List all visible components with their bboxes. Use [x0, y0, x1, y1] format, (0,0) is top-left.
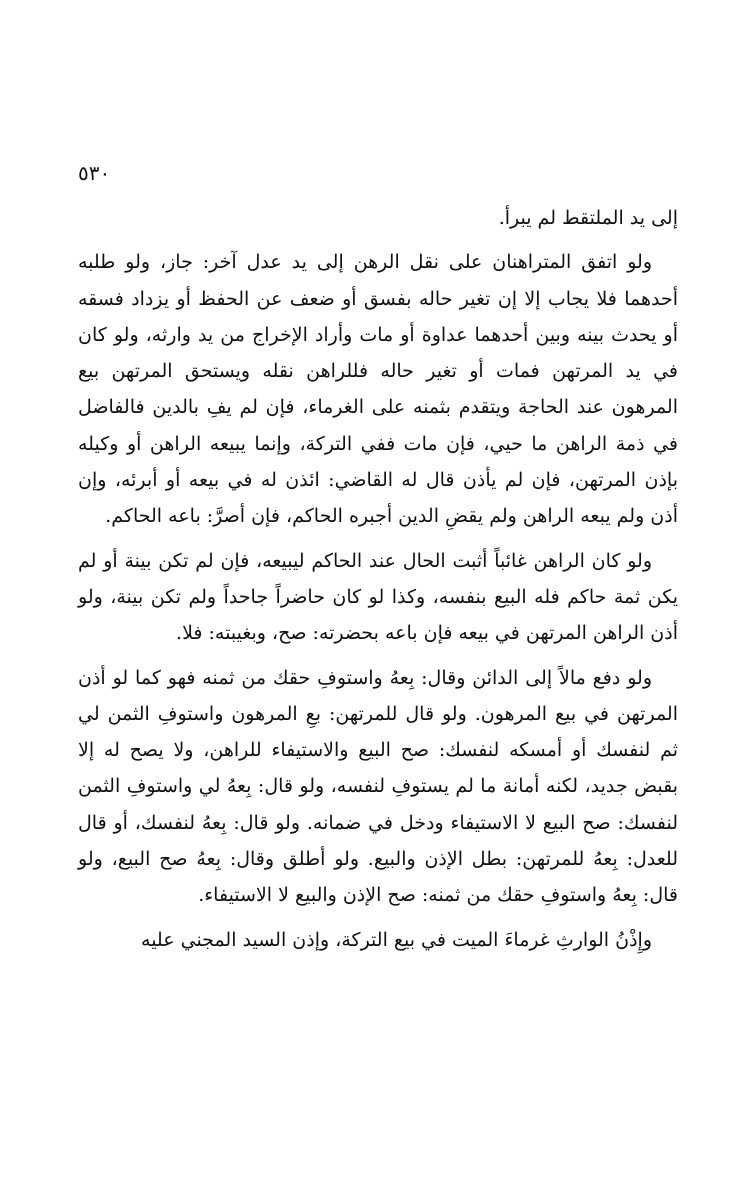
paragraph-sale-permission: ولو دفع مالاً إلى الدائن وقال: بِعهُ واستوفِ حقك من ثمنه فهو كما لو أذن المرتهن في بيع المرهون. ولو قال للمرتهن: بعِ المرهون واستوفِ الثمن لي ثم لنفسك أو أمسكه لنفسك: صح البيع والاستيفاء للراهن، ولا يصح له إلا بقبض جديد، لكنه أمانة ما لم يستوفِ لنفسه، ولو قال: بِعهُ لي واستوفِ الثمن لنفسك: صح البيع لا الاستيفاء ودخل في ضمانه. ولو قال: بِعهُ لنفسك، أو قال للعدل: بِعهُ للمرتهن: بطل الإذن والبيع. ولو أطلق وقال: بِعهُ صح البيع، ولو قال: بِعهُ واستوفِ حقك من ثمنه: صح الإذن والبيع لا الاستيفاء.	[78, 666, 678, 907]
paragraph-rahn-transfer: ولو اتفق المتراهنان على نقل الرهن إلى يد عدل آخر: جاز، ولو طلبه أحدهما فلا يجاب إلا إن تغير حاله بفسق أو ضعف عن الحفظ أو يزداد فسقه أو يحدث بينه وبين أحدهما عداوة أو مات وأراد الإخراج من يد وارثه، ولو كان في يد المرتهن فمات أو تغير حاله فللراهن نقله ويستحق المرتهن بيع المرهون عند الحاجة ويتقدم بثمنه على الغرماء، فإن لم يفِ بالدين فالفاضل في ذمة الراهن ما حيي، فإن مات ففي التركة، وإنما يبيعه الراهن أو وكيله بإذن المرتهن، فإن لم يأذن قال له القاضي: ائذن له في بيعه أو أبرئه، وإن أذن ولم يبعه الراهن ولم يقضِ الدين أجبره الحاكم، فإن أصرَّ: باعه الحاكم.	[78, 251, 678, 528]
page-number: ٥٣٠	[78, 161, 111, 185]
paragraph-absent-rahin: ولو كان الراهن غائباً أثبت الحال عند الحاكم ليبيعه، فإن لم تكن بينة أو لم يكن ثمة حاكم فله البيع بنفسه، وكذا لو كان حاضراً جاحداً ولم تكن بينة، ولو أذن الراهن المرتهن في بيعه فإن باعه بحضرته: صح، وبغيبته: فلا.	[78, 549, 678, 645]
body-text	[78, 200, 678, 958]
paragraph-heir-permission: وإِذْنُ الوارثِ غرماءَ الميت في بيع التركة، وإذن السيد المجني عليه	[141, 928, 652, 951]
paragraph-continuation: إلى يد الملتقط لم يبرأ.	[498, 207, 678, 229]
